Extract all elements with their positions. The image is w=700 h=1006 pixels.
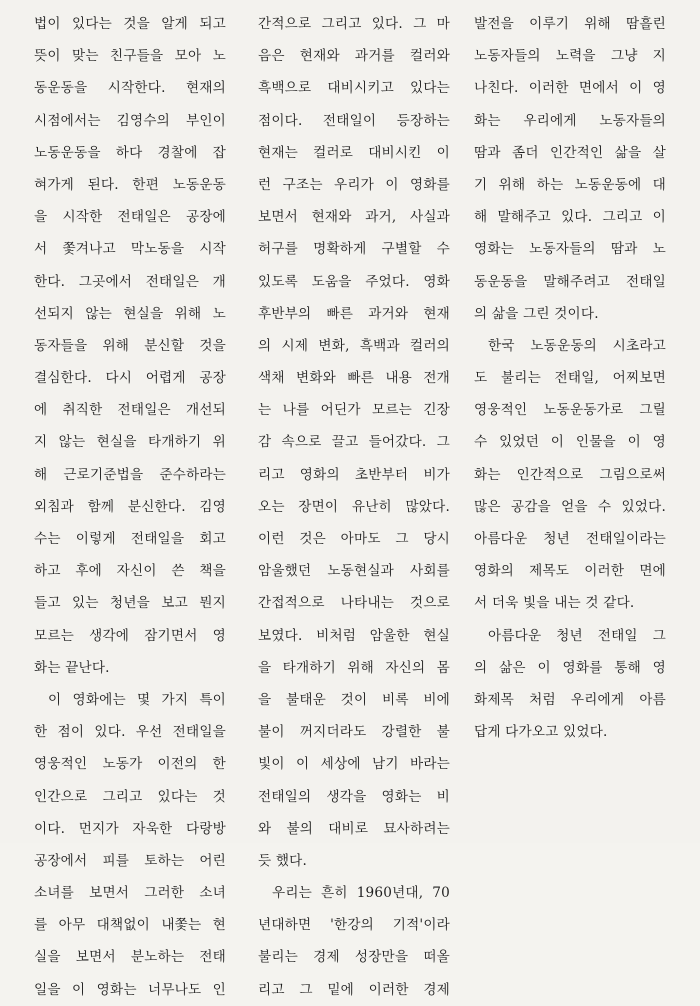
text-line: 을 불태운 것이 비록 비에 [258,691,450,708]
text-line: 듯 했다. [258,852,308,869]
text-line: 답게 다가오고 있었다. [474,724,608,741]
text-line: 화제목 처럼 우리에게 아름 [474,691,666,708]
text-line: 점이다. 전태일이 등장하는 [258,112,450,129]
text-line: 암울했던 노동현실과 사회를 [258,563,450,580]
text-line: 을 시작한 전태일은 공장에 [34,209,226,226]
text-line: 법이 있다는 것을 알게 되고 [34,16,226,32]
text-line: 영웅적인 노동가 이전의 한 [34,756,226,773]
text-line: 해 근로기준법을 준수하라는 [34,466,226,483]
text-line: 아름다운 청년 전태일이라는 [474,531,666,547]
text-line: 후반부의 빠른 과거와 현재 [258,305,450,322]
text-line: 화는 끝난다. [34,659,110,676]
text-line: 감 속으로 끌고 들어갔다. 그 [258,434,450,451]
text-line: 리고 영화의 초반부터 비가 [258,466,450,483]
text-line: 화는 우리에게 노동자들의 [474,112,666,129]
text-line: 빛이 이 세상에 남기 바라는 [258,756,450,773]
text-line: 노동자들의 노력을 그냥 지 [474,48,666,65]
text-line: 허구를 명확하게 구별할 수 [258,241,450,258]
paragraph-start-line: 이 영화에는 몇 가지 특이 [48,691,226,708]
text-line: 불리는 경제 성장만을 떠올 [258,949,450,966]
text-line: 동자들을 위해 분신할 것을 [34,337,226,354]
text-line: 동운동을 시작한다. 현재의 [34,80,226,97]
text-line: 수는 이렇게 전태일을 회고 [34,531,226,547]
text-line: 전태일의 생각을 영화는 비 [258,788,450,805]
text-line: 런 구조는 우리가 이 영화를 [258,176,450,193]
text-line: 혀가게 된다. 한편 노동운동 [34,176,226,193]
text-line: 결심한다. 다시 어렵게 공장 [34,370,226,387]
text-line: 도 불리는 전태일, 어찌보면 [474,370,666,387]
text-line: 모르는 생각에 잠기면서 영 [34,627,226,644]
text-line: 노동운동을 하다 경찰에 잡 [34,144,226,161]
text-line: 소녀를 보면서 그러한 소녀 [34,885,226,902]
text-line: 간접적으로 나타내는 것으로 [258,595,450,612]
text-line: 와 불의 대비로 묘사하려는 [258,820,450,837]
paragraph-start-line: 한국 노동운동의 시초라고 [488,337,666,354]
text-line: 서 더욱 빛을 내는 것 같다. [474,595,635,612]
paragraph-start-line: 우리는 흔히 1960년대, 70 [272,885,450,902]
text-line: 색채 변화와 빠른 내용 전개 [258,370,450,387]
text-line: 실을 보면서 분노하는 전태 [34,949,226,966]
text-line: 선되지 않는 현실을 위해 노 [34,305,226,322]
text-line: 뜻이 맞는 친구들을 모아 노 [34,48,226,65]
text-line: 이런 것은 아마도 그 당시 [258,531,450,547]
paragraph-start-line: 아름다운 청년 전태일 그 [488,627,666,644]
text-line: 동운동을 말해주려고 전태일 [474,273,666,290]
text-line: 이다. 먼지가 자욱한 다랑방 [34,820,226,837]
text-line: 서 쫓겨나고 막노동을 시작 [34,241,226,258]
text-column-2 [258,8,450,1006]
text-line: 일을 이 영화는 너무나도 인 [34,981,226,998]
text-line: 의 시제 변화, 흑백과 컬러의 [258,337,450,354]
text-line: 의 삶은 이 영화를 통해 영 [474,659,666,676]
text-column-3 [474,8,666,748]
text-line: 에 취직한 전태일은 개선되 [34,402,226,419]
text-line: 영웅적인 노동운동가로 그릴 [474,402,666,419]
text-line: 기 위해 하는 노동운동에 대 [474,176,666,193]
text-line: 는 나를 어딘가 모르는 긴장 [258,402,450,419]
text-line: 들고 있는 청년을 보고 뭔지 [34,595,226,612]
text-line: 보면서 현재와 과거, 사실과 [258,209,450,226]
text-line: 한 점이 있다. 우선 전태일을 [34,724,226,741]
text-line: 을 타개하기 위해 자신의 몸 [258,659,450,676]
text-line: 한다. 그곳에서 전태일은 개 [34,273,226,290]
text-line: 화는 인간적으로 그림으로써 [474,466,666,483]
text-line: 해 말해주고 있다. 그리고 이 [474,209,666,226]
text-column-1 [34,8,226,1006]
text-line: 땀과 좀더 인간적인 삶을 살 [474,144,666,161]
text-line: 하고 후에 자신이 쓴 책을 [34,563,226,580]
text-line: 나친다. 이러한 면에서 이 영 [474,80,666,97]
text-line: 공장에서 피를 토하는 어린 [34,852,226,869]
text-line: 오는 장면이 유난히 많았다. [258,498,450,515]
text-line: 현재는 컬러로 대비시킨 이 [258,144,450,161]
text-line: 년대하면 '한강의 기적'이라 [258,917,450,934]
text-line: 영화는 노동자들의 땀과 노 [474,241,666,258]
text-line: 수 있었던 이 인물을 이 영 [474,434,666,451]
text-line: 흑백으로 대비시키고 있다는 [258,80,450,97]
text-line: 시점에서는 김영수의 부인이 [34,112,226,129]
text-line: 있도록 도움을 주었다. 영화 [258,273,450,290]
text-line: 의 삶을 그린 것이다. [474,305,599,322]
text-line: 많은 공감을 얻을 수 있었다. [474,498,666,515]
text-line: 불이 꺼지더라도 강렬한 불 [258,724,450,741]
text-line: 음은 현재와 과거를 컬러와 [258,48,450,65]
text-line: 보였다. 비처럼 암울한 현실 [258,627,450,644]
text-line: 리고 그 밑에 이러한 경제 [258,981,450,998]
text-line: 발전을 이루기 위해 땀흘린 [474,16,666,32]
text-line: 영화의 제목도 이러한 면에 [474,563,666,580]
text-line: 지 않는 현실을 타개하기 위 [34,434,226,451]
text-line: 인간으로 그리고 있다는 것 [34,788,226,805]
text-line: 외침과 함께 분신한다. 김영 [34,498,226,515]
text-line: 를 아무 대책없이 내쫓는 현 [34,917,226,934]
text-line: 간적으로 그리고 있다. 그 마 [258,16,450,32]
